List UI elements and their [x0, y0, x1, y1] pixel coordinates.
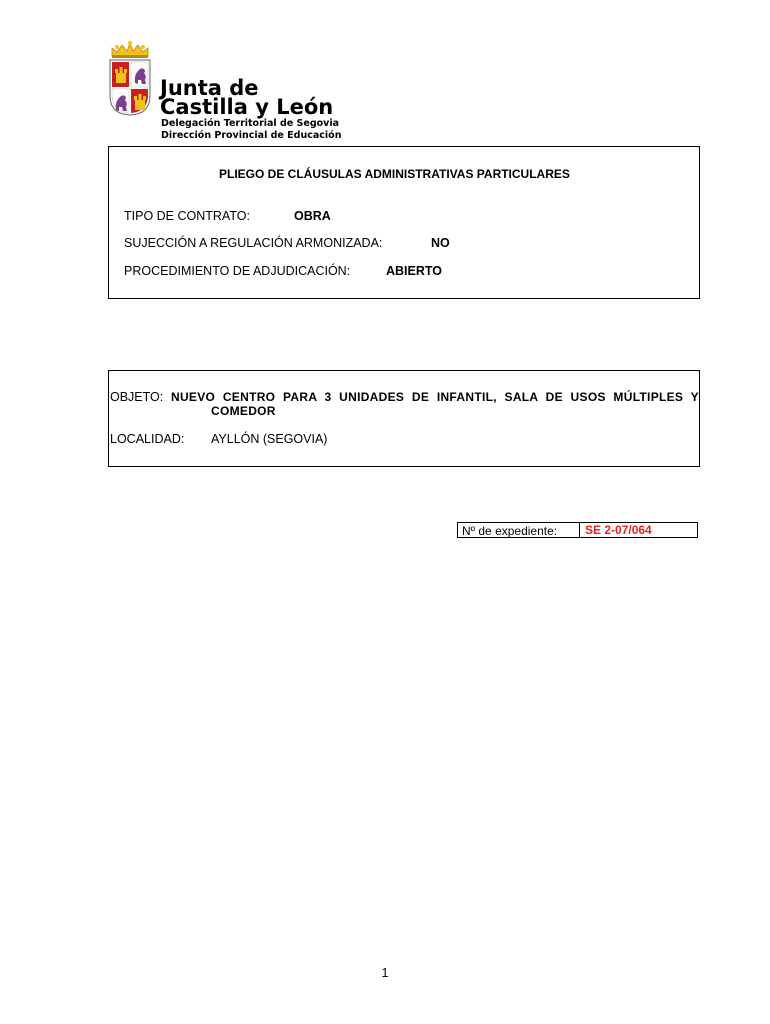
objeto-line1: NUEVO CENTRO PARA 3 UNIDADES DE INFANTIL, SALA DE USOS MÚLTIPLES Y [171, 390, 699, 404]
logo-title-line1: Junta de [160, 76, 259, 100]
crest-icon [108, 40, 152, 116]
junta-logo [106, 40, 346, 144]
objeto-label: OBJETO: [110, 390, 164, 404]
expediente-divider [579, 523, 580, 537]
direccion-label: Dirección Provincial de Educación [161, 130, 342, 141]
objeto-line2: COMEDOR [211, 404, 276, 418]
tipo-contrato-value: OBRA [294, 209, 331, 223]
procedimiento-value: ABIERTO [386, 264, 443, 278]
logo-title-line2: Castilla y León [160, 95, 334, 119]
localidad-label: LOCALIDAD: [110, 432, 185, 446]
delegacion-label: Delegación Territorial de Segovia [161, 118, 340, 129]
objeto-box [108, 370, 700, 467]
expediente-label: Nº de expediente: [462, 524, 558, 538]
tipo-contrato-label: TIPO DE CONTRATO: [124, 209, 250, 223]
procedimiento-label: PROCEDIMIENTO DE ADJUDICACIÓN: [124, 264, 351, 278]
expediente-value: SE 2-07/064 [585, 523, 652, 537]
contract-summary-box [108, 146, 700, 299]
expediente-box [457, 522, 698, 538]
page-number: 1 [381, 966, 389, 980]
localidad-value: AYLLÓN (SEGOVIA) [211, 432, 328, 446]
sujeccion-value: NO [431, 236, 450, 250]
document-title: PLIEGO DE CLÁUSULAS ADMINISTRATIVAS PARTICULARES [219, 167, 570, 181]
sujeccion-label: SUJECCIÓN A REGULACIÓN ARMONIZADA: [124, 236, 383, 250]
